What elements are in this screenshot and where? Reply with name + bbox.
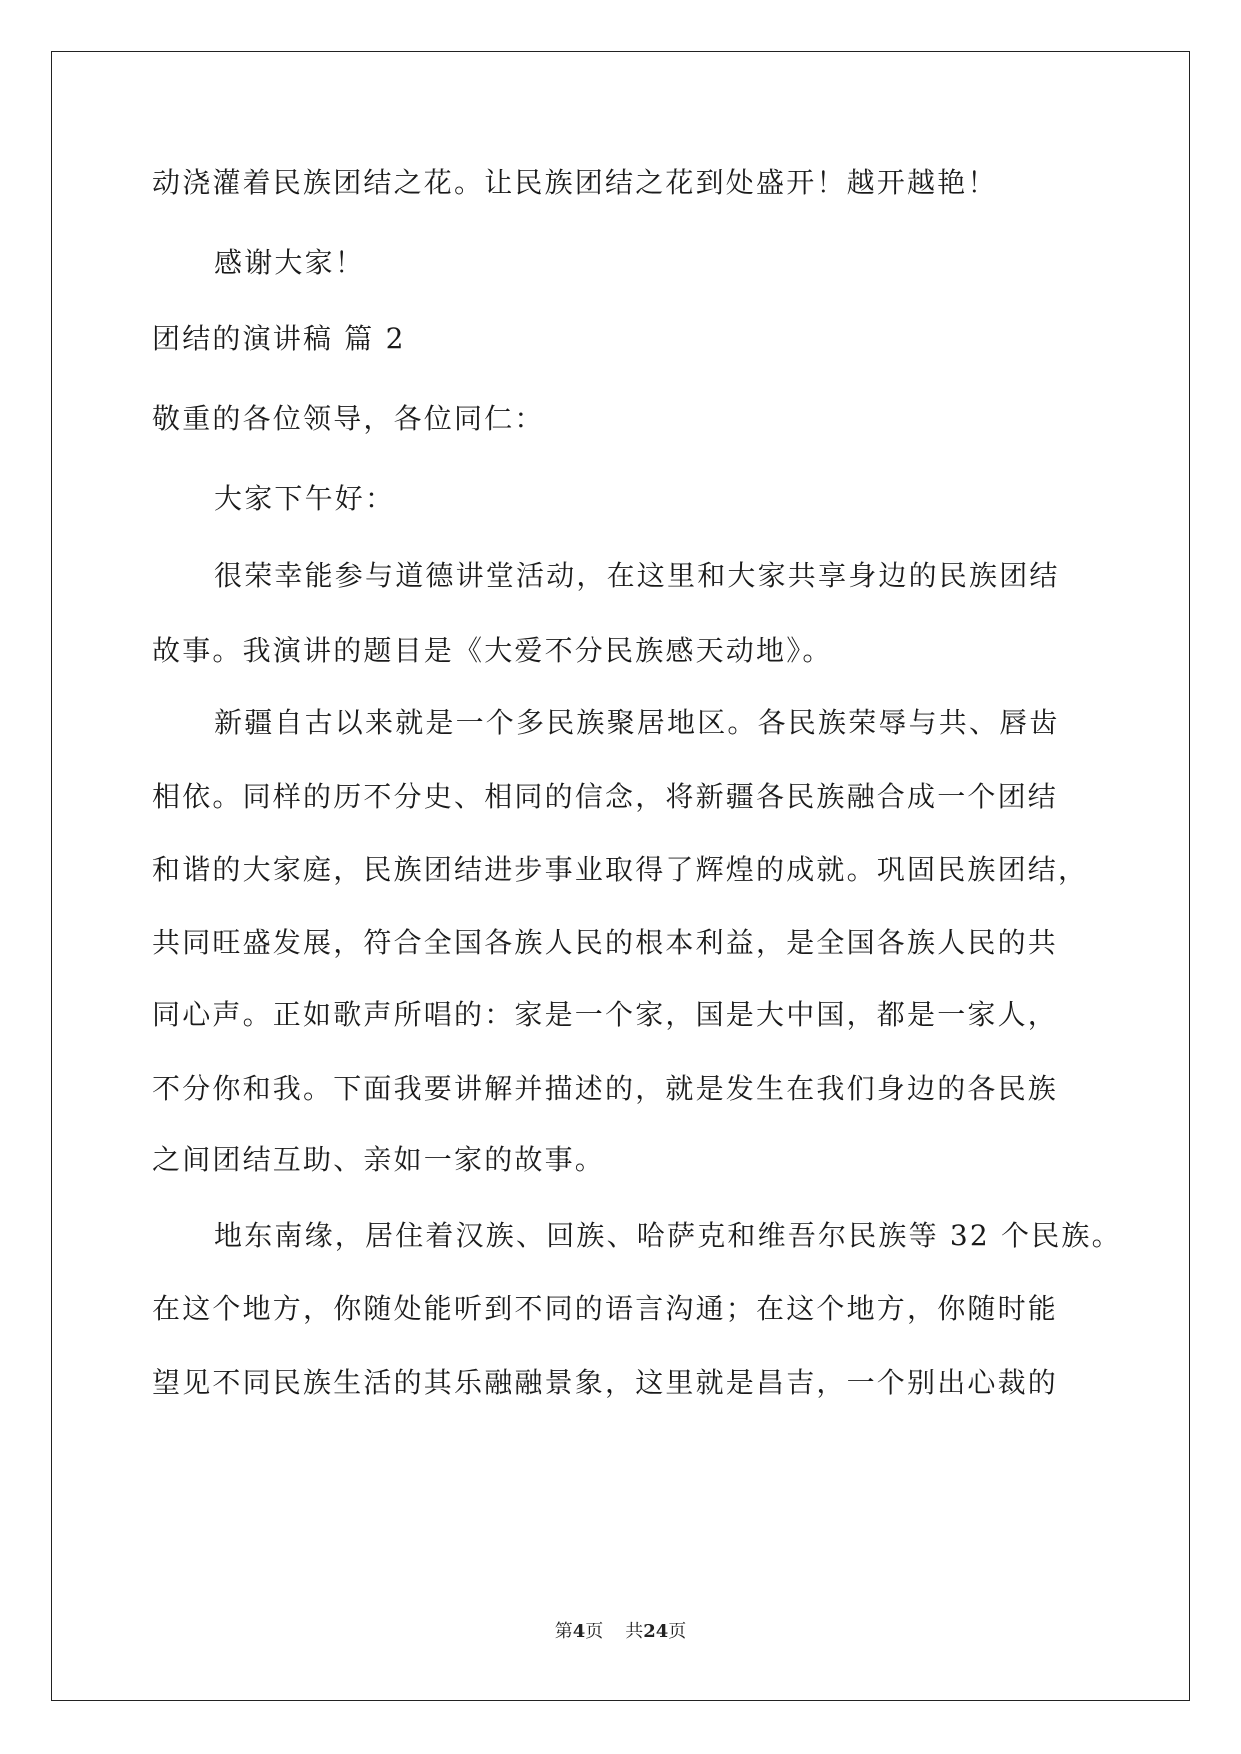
salutation: 敬重的各位领导，各位同仁： [152, 402, 545, 435]
page-total: 24 [643, 1621, 669, 1642]
page-footer [0, 1617, 1241, 1643]
paragraph-line: 共同旺盛发展，符合全国各族人民的根本利益，是全国各族人民的共 [152, 926, 1059, 959]
total-prefix: 共 [625, 1621, 644, 1642]
page-current: 4 [572, 1621, 586, 1642]
paragraph-line: 和谐的大家庭，民族团结进步事业取得了辉煌的成就。巩固民族团结， [152, 853, 1089, 886]
paragraph-line: 不分你和我。下面我要讲解并描述的，就是发生在我们身边的各民族 [152, 1072, 1059, 1105]
paragraph-line: 望见不同民族生活的其乐融融景象，这里就是昌吉，一个别出心裁的 [152, 1366, 1059, 1399]
paragraph-line: 地东南缘，居住着汉族、回族、哈萨克和维吾尔民族等 32 个民族。 [214, 1219, 1122, 1252]
paragraph-line: 同心声。正如歌声所唱的：家是一个家，国是大中国，都是一家人， [152, 998, 1059, 1031]
paragraph-line: 之间团结互助、亲如一家的故事。 [152, 1143, 606, 1176]
paragraph-line: 相依。同样的历不分史、相同的信念，将新疆各民族融合成一个团结 [152, 780, 1059, 813]
section-heading: 团结的演讲稿 篇 2 [152, 322, 406, 355]
page-prefix: 第 [554, 1621, 573, 1642]
paragraph-line: 感谢大家！ [214, 246, 366, 279]
paragraph-line: 新疆自古以来就是一个多民族聚居地区。各民族荣辱与共、唇齿 [214, 706, 1060, 739]
paragraph-line: 在这个地方，你随处能听到不同的语言沟通；在这个地方，你随时能 [152, 1292, 1059, 1325]
paragraph-line: 很荣幸能参与道德讲堂活动，在这里和大家共享身边的民族团结 [214, 559, 1060, 592]
paragraph-line: 故事。我演讲的题目是《大爱不分民族感天动地》。 [152, 634, 833, 667]
greeting: 大家下午好： [214, 482, 396, 515]
total-label: 页 [668, 1621, 687, 1642]
paragraph-line: 动浇灌着民族团结之花。让民族团结之花到处盛开！越开越艳！ [152, 166, 998, 199]
page-label: 页 [585, 1621, 604, 1642]
